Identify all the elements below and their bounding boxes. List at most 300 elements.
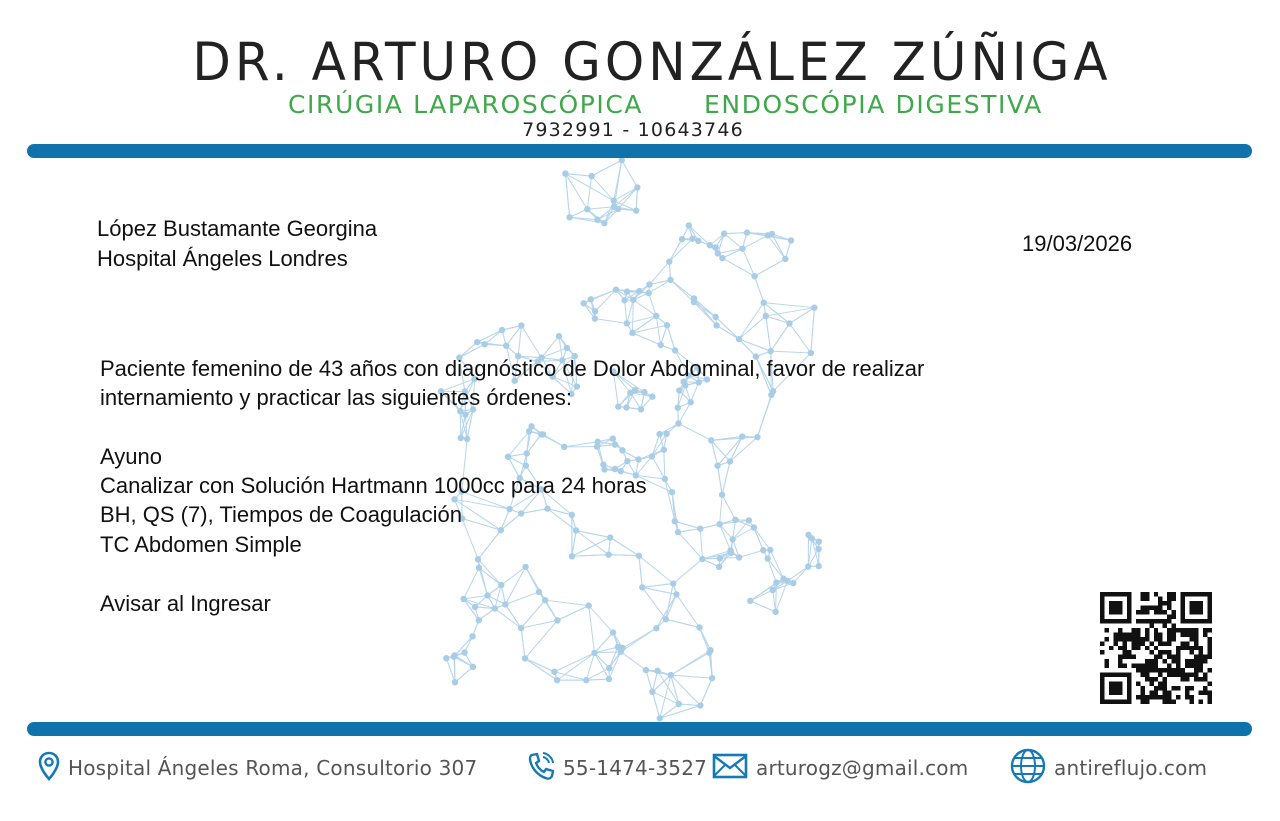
watermark-edge (495, 609, 521, 629)
watermark-node (526, 428, 532, 434)
watermark-edge (589, 606, 595, 653)
watermark-node (498, 527, 504, 533)
watermark-node (736, 336, 742, 342)
watermark-node (709, 675, 715, 681)
watermark-node (654, 668, 660, 674)
watermark-edge (462, 518, 478, 559)
watermark-edge (673, 559, 702, 583)
watermark-node (588, 173, 594, 179)
watermark-node (584, 206, 590, 212)
watermark-edge (766, 316, 771, 351)
watermark-node (764, 555, 770, 561)
watermark-node (629, 330, 635, 336)
watermark-node (611, 204, 617, 210)
watermark-edge (720, 524, 731, 550)
watermark-edge (518, 326, 521, 357)
watermark-edge (718, 249, 743, 254)
watermark-edge (622, 160, 638, 187)
watermark-node (661, 447, 667, 453)
watermark-node (673, 591, 679, 597)
watermark-edge (766, 316, 790, 323)
watermark-node (747, 598, 753, 604)
watermark-node (672, 347, 678, 353)
watermark-node (542, 597, 548, 603)
watermark-node (727, 547, 733, 553)
phone-text: 55-1474-3527 (563, 756, 708, 780)
watermark-edge (642, 587, 666, 619)
watermark-node (767, 547, 773, 553)
watermark-node (606, 665, 612, 671)
watermark-edge (462, 518, 501, 530)
watermark-node (668, 672, 674, 678)
watermark-node (663, 431, 669, 437)
intro-line-1: Paciente femenino de 43 años con diagnóstico de Dolor Abdominal, favor de realizar (100, 356, 925, 381)
watermark-node (708, 437, 714, 443)
watermark-edge (461, 415, 466, 438)
watermark-edge (501, 567, 525, 585)
watermark-node (751, 524, 757, 530)
watermark-edge (722, 461, 730, 494)
watermark-edge (505, 592, 539, 604)
watermark-node (624, 458, 630, 464)
watermark-node (630, 297, 636, 303)
watermark-node (615, 403, 621, 409)
watermark-node (811, 304, 817, 310)
watermark-node (583, 677, 589, 683)
watermark-edge (718, 466, 722, 495)
watermark-edge (632, 300, 633, 333)
watermark-node (649, 453, 655, 459)
watermark-node (713, 322, 719, 328)
watermark-node (719, 255, 725, 261)
watermark-node (562, 170, 568, 176)
watermark-node (675, 529, 681, 535)
watermark-node (716, 564, 722, 570)
watermark-node (805, 563, 811, 569)
watermark-node (649, 393, 655, 399)
location-pin-icon (38, 751, 60, 785)
watermark-edge (652, 671, 657, 692)
watermark-node (566, 214, 572, 220)
watermark-edge (587, 176, 591, 209)
watermark-node (523, 462, 529, 468)
watermark-node (606, 676, 612, 682)
watermark-edge (656, 316, 660, 345)
watermark-edge (764, 303, 815, 308)
watermark-edge (592, 160, 622, 176)
watermark-node (669, 489, 675, 495)
watermark-edge (625, 300, 627, 323)
watermark-edge (595, 290, 616, 312)
watermark-node (639, 584, 645, 590)
watermark-node (601, 220, 607, 226)
watermark-edge (722, 249, 742, 258)
address-text: Hospital Ángeles Roma, Consultorio 307 (68, 756, 478, 780)
watermark-node (719, 492, 725, 498)
watermark-node (574, 383, 580, 389)
watermark-node (691, 299, 697, 305)
watermark-node (667, 277, 673, 283)
patient-name: López Bustamante Georgina (97, 216, 378, 241)
watermark-node (670, 580, 676, 586)
footer-email[interactable] (712, 748, 968, 788)
watermark-edge (739, 339, 771, 351)
footer-divider (27, 722, 1252, 736)
watermark-node (573, 527, 579, 533)
watermark-edge (733, 527, 754, 539)
watermark-node (518, 625, 524, 631)
watermark-edge (724, 234, 742, 249)
watermark-edge (771, 351, 811, 353)
watermark-node (591, 650, 597, 656)
watermark-edge (594, 633, 613, 653)
watermark-edge (694, 302, 717, 325)
watermark-node (461, 649, 467, 655)
watermark-edge (621, 652, 646, 670)
watermark-node (518, 322, 524, 328)
watermark-node (675, 404, 681, 410)
watermark-edge (652, 456, 665, 479)
watermark-node (561, 444, 567, 450)
watermark-node (518, 510, 524, 516)
watermark-node (773, 579, 779, 585)
admission-notice: Avisar al Ingresar (100, 591, 271, 616)
watermark-edge (557, 653, 594, 680)
digestive-tract-watermark (420, 158, 860, 724)
watermark-edge (521, 628, 525, 658)
watermark-node (641, 389, 647, 395)
watermark-node (503, 343, 509, 349)
watermark-edge (750, 601, 775, 612)
watermark-node (697, 702, 703, 708)
watermark-node (460, 596, 466, 602)
watermark-node (746, 517, 752, 523)
order-item: Canalizar con Solución Hartmann 1000cc para 24 horas (100, 473, 647, 498)
watermark-node (653, 625, 659, 631)
watermark-node (623, 404, 629, 410)
order-item: Ayuno (100, 444, 162, 469)
watermark-edge (649, 293, 657, 316)
watermark-node (695, 238, 701, 244)
watermark-edge (739, 550, 763, 557)
watermark-node (610, 629, 616, 635)
watermark-node (815, 546, 821, 552)
watermark-edge (525, 658, 557, 680)
watermark-node (632, 387, 638, 393)
watermark-edge (632, 333, 660, 345)
watermark-edge (455, 499, 510, 509)
watermark-edge (505, 567, 525, 604)
watermark-edge (464, 568, 479, 599)
watermark-node (663, 616, 669, 622)
watermark-edge (505, 604, 521, 628)
watermark-edge (788, 567, 809, 581)
watermark-edge (664, 450, 665, 479)
watermark-edge (675, 521, 700, 528)
watermark-edge (539, 592, 557, 620)
watermark-edge (525, 658, 554, 671)
watermark-edge (646, 670, 652, 692)
watermark-node (499, 327, 505, 333)
watermark-edge (656, 594, 676, 628)
watermark-node (607, 534, 613, 540)
watermark-node (656, 431, 662, 437)
watermark-node (784, 578, 790, 584)
watermark-node (664, 322, 670, 328)
watermark-edge (700, 678, 712, 705)
watermark-node (707, 242, 713, 248)
watermark-node (679, 236, 685, 242)
watermark-node (732, 517, 738, 523)
watermark-node (706, 649, 712, 655)
watermark-node (522, 564, 528, 570)
watermark-node (636, 288, 642, 294)
watermark-edge (614, 187, 637, 206)
watermark-node (686, 222, 692, 228)
watermark-node (544, 505, 550, 511)
watermark-edge (639, 556, 642, 588)
watermark-edge (478, 530, 501, 559)
watermark-edge (771, 323, 790, 351)
watermark-edge (526, 567, 546, 600)
watermark-node (727, 458, 733, 464)
watermark-node (638, 406, 644, 412)
watermark-node (472, 604, 478, 610)
watermark-node (634, 184, 640, 190)
watermark-node (689, 235, 695, 241)
watermark-node (524, 450, 530, 456)
watermark-node (551, 669, 557, 675)
watermark-edge (564, 442, 597, 447)
watermark-node (662, 476, 668, 482)
watermark-edge (700, 529, 702, 559)
watermark-edge (720, 495, 723, 524)
watermark-edge (755, 259, 786, 276)
watermark-node (790, 580, 796, 586)
watermark-node (556, 333, 562, 339)
watermark-node (605, 551, 611, 557)
doctor-name: DR. ARTURO GONZÁLEZ ZÚÑIGA (192, 31, 1112, 93)
order-item: TC Abdomen Simple (100, 532, 302, 557)
watermark-node (612, 441, 618, 447)
watermark-edge (694, 302, 716, 317)
watermark-edge (572, 555, 609, 557)
watermark-node (768, 392, 774, 398)
watermark-edge (660, 706, 701, 719)
watermark-edge (521, 326, 541, 358)
watermark-node (635, 456, 641, 462)
watermark-edge (691, 382, 699, 402)
watermark-edge (757, 395, 771, 437)
watermark-node (624, 320, 630, 326)
watermark-node (506, 506, 512, 512)
watermark-node (782, 256, 788, 262)
watermark-edge (724, 233, 747, 234)
watermark-edge (671, 653, 709, 675)
watermark-node (721, 230, 727, 236)
watermark-node (474, 339, 480, 345)
watermark-node (484, 592, 490, 598)
watermark-edge (742, 235, 767, 248)
watermark-node (761, 299, 767, 305)
watermark-node (458, 435, 464, 441)
globe-icon (1010, 748, 1046, 788)
watermark-edge (642, 584, 673, 588)
watermark-node (788, 237, 794, 243)
watermark-node (649, 689, 655, 695)
watermark-edge (789, 323, 810, 353)
watermark-node (594, 217, 600, 223)
watermark-edge (667, 325, 675, 350)
watermark-node (469, 633, 475, 639)
watermark-node (621, 297, 627, 303)
watermark-node (633, 207, 639, 213)
watermark-node (712, 314, 718, 320)
watermark-node (699, 556, 705, 562)
watermark-node (687, 399, 693, 405)
watermark-node (696, 624, 702, 630)
watermark-node (645, 290, 651, 296)
watermark-node (816, 563, 822, 569)
watermark-node (600, 461, 606, 467)
watermark-node (754, 434, 760, 440)
watermark-edge (730, 437, 757, 461)
watermark-edge (671, 280, 694, 302)
watermark-node (470, 664, 476, 670)
watermark-edge (678, 423, 711, 440)
mail-icon (712, 753, 748, 783)
watermark-node (492, 605, 498, 611)
watermark-node (588, 296, 594, 302)
watermark-node (672, 518, 678, 524)
license-numbers: 7932991 - 10643746 (522, 119, 744, 141)
watermark-node (729, 536, 735, 542)
watermark-node (805, 532, 811, 538)
watermark-edge (455, 667, 473, 682)
watermark-node (475, 556, 481, 562)
watermark-node (443, 655, 449, 661)
watermark-edge (610, 538, 639, 556)
header-divider (27, 144, 1252, 158)
watermark-node (452, 679, 458, 685)
prescription-date: 19/03/2026 (1022, 231, 1133, 256)
watermark-node (636, 553, 642, 559)
watermark-edge (742, 249, 754, 277)
watermark-edge (621, 628, 657, 652)
watermark-edge (554, 653, 594, 672)
watermark-edge (716, 317, 739, 339)
watermark-edge (717, 325, 739, 339)
watermark-node (592, 308, 598, 314)
watermark-edge (811, 308, 814, 353)
watermark-node (586, 602, 592, 608)
watermark-node (816, 538, 822, 544)
footer-phone[interactable] (527, 748, 707, 788)
watermark-edge (609, 555, 639, 556)
qr-code[interactable] (1100, 592, 1212, 704)
watermark-edge (557, 606, 588, 621)
watermark-node (675, 420, 681, 426)
watermark-edge (678, 402, 690, 423)
watermark-node (611, 198, 617, 204)
watermark-edge (592, 176, 614, 201)
order-item: BH, QS (7), Tiempos de Coagulación (100, 502, 462, 527)
watermark-node (676, 701, 682, 707)
watermark-edge (455, 655, 473, 666)
watermark-node (624, 288, 630, 294)
watermark-edge (755, 276, 764, 302)
watermark-node (653, 313, 659, 319)
watermark-node (714, 462, 720, 468)
watermark-edge (722, 258, 754, 276)
watermark-node (505, 453, 511, 459)
watermark-node (536, 589, 542, 595)
watermark-edge (618, 187, 637, 209)
watermark-node (592, 315, 598, 321)
watermark-node (554, 617, 560, 623)
watermark-node (613, 286, 619, 292)
patient-hospital: Hospital Ángeles Londres (97, 246, 348, 271)
watermark-edge (652, 692, 659, 719)
watermark-edge (671, 675, 712, 678)
watermark-node (744, 229, 750, 235)
watermark-edge (572, 538, 610, 557)
watermark-node (451, 653, 457, 659)
watermark-node (482, 341, 488, 347)
website-text: antireflujo.com (1054, 756, 1208, 780)
watermark-edge (773, 590, 776, 612)
watermark-edge (595, 319, 627, 324)
watermark-node (676, 387, 682, 393)
watermark-node (538, 431, 544, 437)
watermark-node (657, 715, 663, 721)
watermark-node (760, 547, 766, 553)
watermark-node (554, 677, 560, 683)
watermark-node (697, 525, 703, 531)
watermark-node (594, 439, 600, 445)
watermark-node (717, 555, 723, 561)
watermark-node (712, 244, 718, 250)
watermark-node (739, 433, 745, 439)
watermark-node (498, 582, 504, 588)
watermark-edge (679, 704, 701, 705)
watermark-edge (722, 495, 735, 520)
watermark-edge (750, 590, 772, 601)
watermark-edge (589, 606, 613, 633)
watermark-node (658, 342, 664, 348)
watermark-node (569, 512, 575, 518)
watermark-node (643, 667, 649, 673)
watermark-node (502, 601, 508, 607)
watermark-edge (633, 300, 656, 316)
footer-website[interactable] (1010, 748, 1207, 788)
watermark-node (610, 435, 616, 441)
watermark-node (619, 447, 625, 453)
watermark-edge (545, 600, 589, 605)
watermark-edge (678, 532, 702, 559)
watermark-edge (636, 187, 637, 210)
watermark-node (786, 320, 792, 326)
watermark-node (464, 436, 470, 442)
watermark-node (564, 345, 570, 351)
watermark-node (751, 273, 757, 279)
phone-icon (527, 751, 555, 785)
specialty-endoscopy: ENDOSCÓPIA DIGESTIVA (704, 90, 1043, 119)
watermark-node (763, 313, 769, 319)
watermark-node (769, 231, 775, 237)
watermark-node (739, 245, 745, 251)
watermark-node (715, 250, 721, 256)
